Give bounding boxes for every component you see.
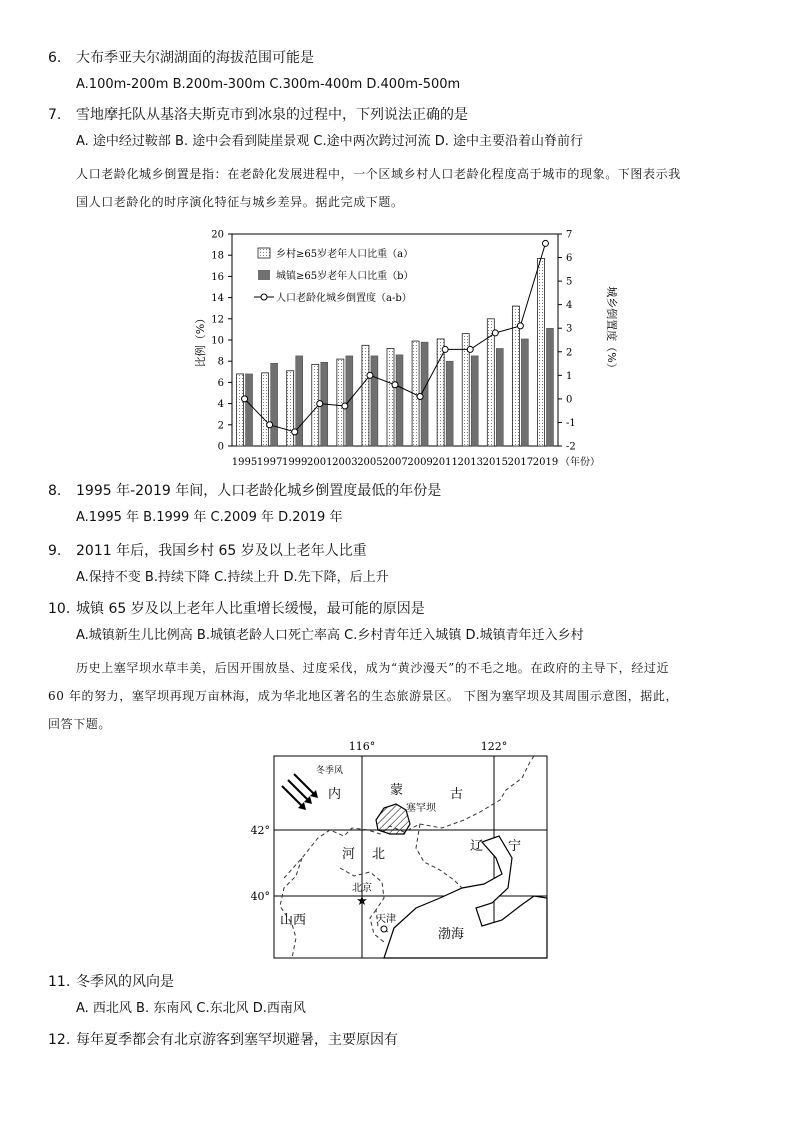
beijing-star-icon: ★ — [356, 894, 368, 909]
y2-tick-label: 1 — [566, 370, 573, 382]
passage-line: 历史上塞罕坝水草丰美，后因开围放垦、过度采伐，成为“黄沙漫天”的不毛之地。在政府的主导下，经过近 — [76, 661, 670, 675]
label-bohai: 渤海 — [438, 927, 465, 942]
question-11-options: A. 西北风 B. 东南风 C.东北风 D.西南风 — [76, 1001, 306, 1016]
bar-urban — [546, 328, 553, 446]
question-10 — [48, 600, 425, 618]
x-tick-label: 2009 — [407, 457, 433, 468]
question-6 — [48, 49, 314, 67]
bar-urban — [396, 355, 403, 446]
y2-tick-label: 7 — [566, 229, 573, 241]
line-point — [267, 422, 273, 428]
label-gu: 古 — [450, 787, 464, 802]
y-tick-label: 16 — [211, 271, 224, 283]
y-tick-label: 0 — [217, 441, 224, 453]
lon-label-116: 116° — [348, 740, 376, 753]
y-tick-label: 6 — [217, 377, 224, 389]
y2-tick-label: 4 — [566, 300, 573, 312]
x-tick-label: 2013 — [457, 457, 483, 468]
y2-tick-label: 3 — [566, 323, 573, 335]
question-stem: 2011 年后，我国乡村 65 岁及以上老年人比重 — [76, 543, 367, 559]
passage-line: 回答下题。 — [48, 717, 112, 731]
question-7 — [48, 106, 468, 124]
line-point — [492, 330, 498, 336]
y-axis-label: 比例（%） — [194, 312, 207, 368]
line-point — [442, 346, 448, 352]
bar-urban — [271, 363, 278, 446]
question-stem: 雪地摩托队从基洛夫斯克市到冰泉的过程中，下列说法正确的是 — [76, 107, 468, 123]
line-point — [342, 403, 348, 409]
chart-axes — [193, 230, 619, 469]
question-10-options: A.城镇新生儿比例高 B.城镇老龄人口死亡率高 C.乡村青年迁入城镇 D.城镇青年迁入乡村 — [76, 628, 584, 643]
y2-tick-label: 6 — [566, 253, 573, 265]
line-point — [517, 323, 523, 329]
line-point — [292, 429, 298, 435]
bar-rural — [237, 374, 244, 446]
label-tianjin: 天津 — [376, 914, 396, 925]
y-tick-label: 10 — [211, 335, 224, 347]
chart-legend — [254, 247, 414, 304]
legend-label-urban: 城镇≥65岁老年人口比重（b） — [276, 271, 414, 282]
chart-bars — [237, 258, 554, 446]
question-stem: 城镇 65 岁及以上老年人比重增长缓慢，最可能的原因是 — [76, 601, 425, 617]
question-8 — [48, 482, 441, 500]
bar-rural — [362, 345, 369, 446]
question-stem: 1995 年-2019 年间，人口老龄化城乡倒置度最低的年份是 — [76, 483, 442, 499]
line-point — [317, 401, 323, 407]
passage-aging — [76, 160, 746, 216]
question-number: 7. — [48, 107, 62, 123]
passage-line: 国人口老龄化的时序演化特征与城乡差异。据此完成下题。 — [76, 195, 404, 209]
passage-line: 60 年的努力，塞罕坝再现万亩林海，成为华北地区著名的生态旅游景区。 下图为塞罕坝及其周围示意图，据此， — [48, 689, 679, 703]
x-tick-label: 2005 — [357, 457, 383, 468]
question-number: 10. — [48, 601, 71, 617]
legend-label-rural: 乡村≥65岁老年人口比重（a） — [276, 249, 414, 260]
line-point — [542, 240, 548, 246]
question-11 — [48, 973, 174, 991]
line-point — [467, 346, 473, 352]
bar-urban — [521, 339, 528, 446]
x-tick-label: 2011 — [432, 457, 458, 468]
label-ning: 宁 — [508, 839, 522, 854]
bar-urban — [471, 356, 478, 446]
question-9 — [48, 542, 367, 560]
y-tick-label: 20 — [211, 229, 224, 241]
y2-tick-label: 2 — [566, 347, 573, 359]
y-tick-label: 2 — [217, 420, 224, 432]
label-liao: 辽 — [470, 839, 484, 854]
saihanba-map — [244, 738, 554, 962]
line-point — [242, 396, 248, 402]
y2-tick-label: 5 — [566, 276, 573, 288]
lon-label-122: 122° — [480, 740, 508, 753]
y-tick-label: 4 — [217, 399, 224, 411]
question-stem: 每年夏季都会有北京游客到塞罕坝避暑，主要原因有 — [76, 1032, 398, 1048]
x-axis-label: （年份） — [560, 457, 600, 468]
y2-axis-label: 城乡倒置度（%） — [605, 286, 618, 374]
y2-tick-label: -2 — [566, 441, 576, 453]
x-tick-label: 1999 — [281, 457, 308, 468]
label-beijing: 北京 — [352, 883, 372, 894]
y-tick-label: 18 — [211, 250, 224, 262]
x-tick-label: 2003 — [332, 457, 358, 468]
y-tick-label: 14 — [211, 293, 224, 305]
y-tick-label: 12 — [211, 314, 224, 326]
bar-rural — [437, 339, 444, 446]
label-meng: 蒙 — [390, 783, 404, 798]
question-stem: 冬季风的风向是 — [76, 974, 174, 990]
x-tick-label: 2015 — [482, 457, 509, 468]
question-12 — [48, 1031, 398, 1049]
label-saihanba: 塞罕坝 — [406, 803, 436, 814]
x-tick-label: 2019 — [532, 457, 559, 468]
question-number: 8. — [48, 483, 62, 499]
bar-rural — [287, 371, 294, 446]
wind-label: 冬季风 — [316, 766, 344, 776]
legend-swatch-urban — [258, 270, 270, 280]
question-7-options: A. 途中经过鞍部 B. 途中会看到陡崖景观 C.途中两次跨过河流 D. 途中主要沿着山脊前行 — [76, 134, 583, 149]
bar-rural — [387, 348, 394, 446]
question-6-options: A.100m-200m B.200m-300m C.300m-400m D.400m-500m — [76, 77, 461, 92]
y2-tick-label: 0 — [566, 394, 573, 406]
label-bei: 北 — [372, 847, 386, 862]
question-9-options: A.保持不变 B.持续下降 C.持续上升 D.先下降，后上升 — [76, 570, 389, 585]
line-point — [417, 394, 423, 400]
plot-frame — [232, 234, 558, 446]
question-number: 12. — [48, 1032, 71, 1048]
bar-urban — [371, 356, 378, 446]
bar-urban — [446, 361, 453, 446]
legend-marker — [261, 294, 267, 300]
tianjin-dot-icon — [381, 926, 387, 932]
lat-label-42: 42° — [250, 824, 270, 837]
question-number: 11. — [48, 974, 71, 990]
x-tick-label: 2007 — [382, 457, 408, 468]
label-he: 河 — [342, 847, 356, 862]
question-8-options: A.1995 年 B.1999 年 C.2009 年 D.2019 年 — [76, 510, 343, 525]
passage-saihanba — [48, 654, 746, 738]
bar-urban — [246, 374, 253, 446]
line-point — [392, 382, 398, 388]
bar-rural — [537, 258, 544, 446]
bar-urban — [496, 348, 503, 446]
y-tick-label: 8 — [217, 356, 224, 368]
legend-label-line: 人口老龄化城乡倒置度（a-b） — [276, 293, 412, 304]
legend-swatch-rural — [258, 248, 270, 258]
x-tick-label: 2001 — [307, 457, 333, 468]
bar-rural — [262, 373, 269, 446]
label-nei: 内 — [328, 787, 342, 802]
bar-rural — [337, 359, 344, 446]
passage-line: 人口老龄化城乡倒置是指：在老龄化发展进程中，一个区域乡村人口老龄化程度高于城市的现象。下图表示我 — [76, 167, 681, 181]
aging-chart — [190, 224, 630, 472]
lat-label-40: 40° — [250, 890, 270, 903]
question-number: 6. — [48, 50, 62, 66]
x-tick-label: 1997 — [256, 457, 283, 468]
line-point — [367, 372, 373, 378]
x-tick-label: 2017 — [507, 457, 534, 468]
label-shanxi: 山西 — [280, 913, 307, 928]
question-stem: 大布季亚夫尔湖湖面的海拔范围可能是 — [76, 50, 314, 66]
x-tick-label: 1995 — [231, 457, 258, 468]
y2-tick-label: -1 — [566, 417, 576, 429]
question-number: 9. — [48, 543, 62, 559]
